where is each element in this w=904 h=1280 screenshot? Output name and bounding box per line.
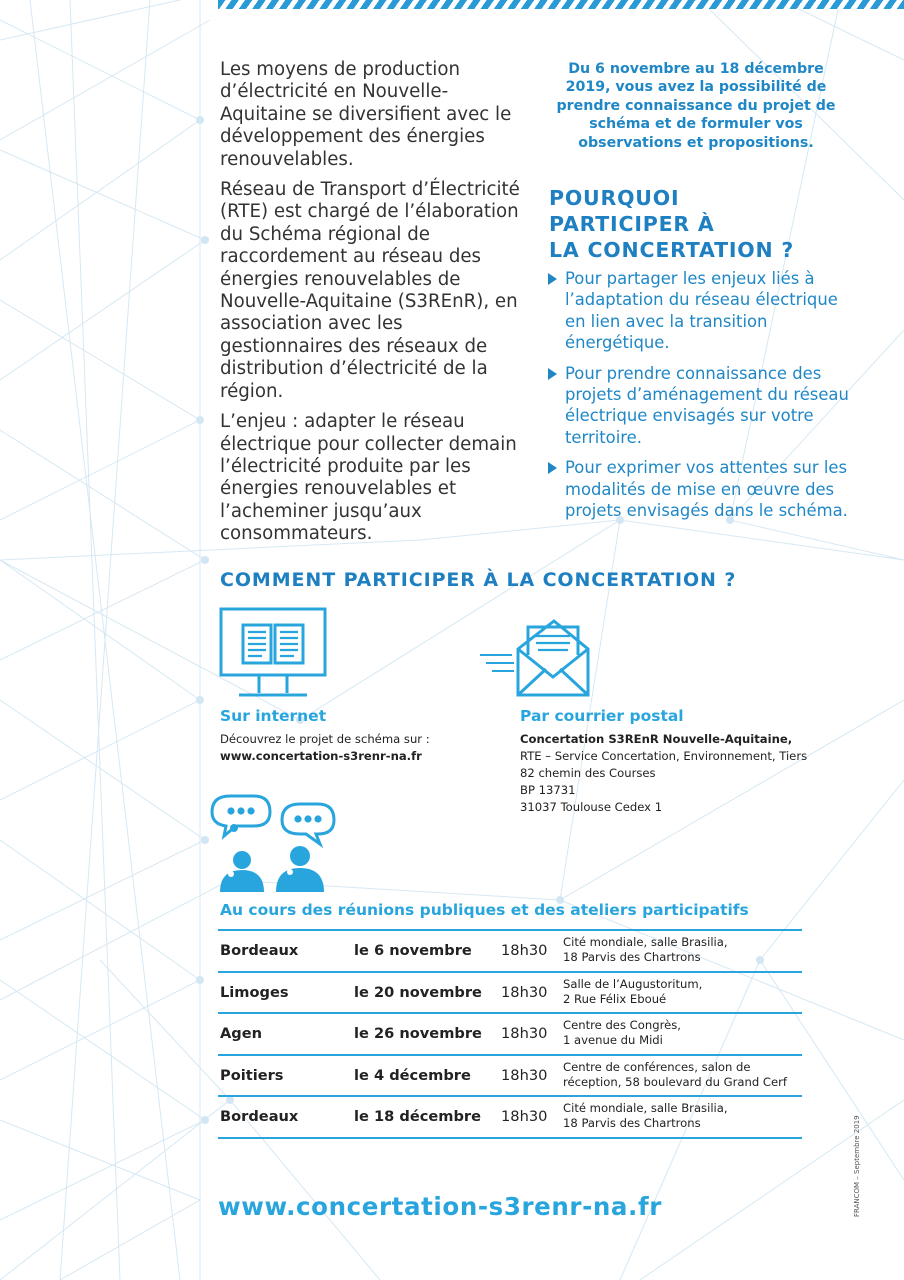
meeting-people-icon (206, 790, 338, 896)
postal-line: RTE – Service Concertation, Environnement, Tiers (520, 749, 808, 763)
footer-url-link[interactable]: www.concertation-s3renr-na.fr (218, 1192, 662, 1221)
internet-url-link[interactable]: www.concertation-s3renr-na.fr (220, 749, 422, 763)
meeting-city: Poitiers (220, 1066, 284, 1084)
reason-text: Pour exprimer vos attentes sur les modalités de mise en œuvre des projets envisagés dans le schéma. (565, 458, 848, 521)
meeting-row (218, 1095, 802, 1139)
meeting-city: Bordeaux (220, 942, 299, 959)
meeting-row (218, 929, 802, 971)
meeting-place-line: Salle de l’Augustoritum, (563, 976, 703, 991)
intro-paragraph-1: Les moyens de production d’électricité en Nouvelle-Aquitaine se diversifient avec le développement des énergies renouvelables. (220, 59, 512, 170)
meeting-place-line: 2 Rue Félix Eboué (563, 991, 667, 1006)
intro-paragraph-2: Réseau de Transport d’Électricité (RTE) est chargé de l’élaboration du Schéma régional de raccordement au réseau des énergies renouvelables de Nouvelle-Aquitaine (S3REnR), en association avec les gestionnaires des réseaux de distribution d’électricité de la région. (220, 179, 520, 402)
meeting-time: 18h30 (501, 1108, 548, 1125)
reason-item (548, 268, 858, 354)
postal-line: 82 chemin des Courses (520, 766, 656, 780)
meeting-place (563, 1060, 803, 1090)
why-title (549, 185, 849, 263)
triangle-bullet-icon (548, 462, 557, 474)
triangle-bullet-icon (548, 273, 557, 285)
meeting-date: le 18 décembre (354, 1108, 482, 1125)
postal-heading: Par courrier postal (520, 707, 684, 725)
postal-line: 31037 Toulouse Cedex 1 (520, 800, 663, 814)
meeting-time: 18h30 (501, 1066, 548, 1084)
reason-item (548, 457, 858, 521)
meeting-place-line: Centre des Congrès, (563, 1018, 681, 1032)
meeting-row (218, 971, 802, 1013)
monitor-document-icon (219, 607, 327, 699)
postal-line: BP 13731 (520, 783, 576, 797)
meetings-table (218, 929, 802, 1139)
meeting-row (218, 1012, 802, 1054)
meeting-time: 18h30 (501, 942, 548, 959)
internet-line: Découvrez le projet de schéma sur : (220, 732, 430, 746)
meeting-date: le 20 novembre (354, 983, 482, 1001)
meeting-place-line: 1 avenue du Midi (563, 1033, 663, 1047)
meeting-place-line: 18 Parvis des Chartrons (563, 950, 701, 964)
meeting-date: le 6 novembre (354, 942, 472, 959)
reason-text: Pour partager les enjeux liés à l’adaptation du réseau électrique en lien avec la transition énergétique. (565, 269, 838, 353)
top-striped-band (218, 0, 904, 9)
internet-info (220, 731, 480, 765)
postal-address (520, 731, 840, 816)
meeting-place-line: Cité mondiale, salle Brasilia, (563, 935, 728, 949)
triangle-bullet-icon (548, 368, 557, 380)
how-title: COMMENT PARTICIPER À LA CONCERTATION ? (220, 569, 737, 591)
internet-heading: Sur internet (220, 707, 327, 725)
reason-item (548, 363, 858, 449)
reasons-list (548, 268, 858, 530)
intro-text (220, 59, 530, 554)
meeting-date: le 4 décembre (354, 1066, 471, 1084)
meeting-place (563, 1018, 803, 1048)
meeting-place-line: réception, 58 boulevard du Grand Cerf (563, 1074, 787, 1089)
print-credit: FRANCOM – Septembre 2019 (853, 1115, 861, 1217)
meeting-place (563, 1101, 803, 1131)
meeting-date: le 26 novembre (354, 1025, 482, 1042)
envelope-icon (478, 617, 592, 697)
meeting-place-line: Cité mondiale, salle Brasilia, (563, 1101, 728, 1115)
meeting-place (563, 935, 803, 965)
intro-paragraph-3: L’enjeu : adapter le réseau électrique pour collecter demain l’électricité produite par les énergies renouvelables et l’acheminer jusqu’aux consommateurs. (220, 411, 517, 545)
meeting-time: 18h30 (501, 1025, 548, 1042)
meeting-row (218, 1054, 802, 1096)
meetings-heading: Au cours des réunions publiques et des ateliers participatifs (220, 901, 749, 919)
why-title-line-3: LA CONCERTATION ? (549, 238, 795, 262)
meeting-city: Agen (220, 1025, 263, 1042)
postal-line: Concertation S3REnR Nouvelle-Aquitaine, (520, 732, 793, 746)
meeting-city: Limoges (220, 983, 289, 1001)
meeting-place (563, 977, 803, 1007)
reason-text: Pour prendre connaissance des projets d’aménagement du réseau électrique envisagés sur votre territoire. (565, 363, 849, 447)
meeting-place-line: Centre de conférences, salon de (563, 1059, 751, 1074)
meeting-time: 18h30 (501, 983, 548, 1001)
meeting-place-line: 18 Parvis des Chartrons (563, 1116, 701, 1130)
dates-notice: Du 6 novembre au 18 décembre 2019, vous avez la possibilité de prendre connaissance du projet de schéma et de formuler vos observations et propositions. (556, 61, 836, 151)
meeting-city: Bordeaux (220, 1108, 299, 1125)
why-title-line-2: PARTICIPER À (549, 212, 715, 236)
why-title-line-1: POURQUOI (549, 186, 680, 210)
